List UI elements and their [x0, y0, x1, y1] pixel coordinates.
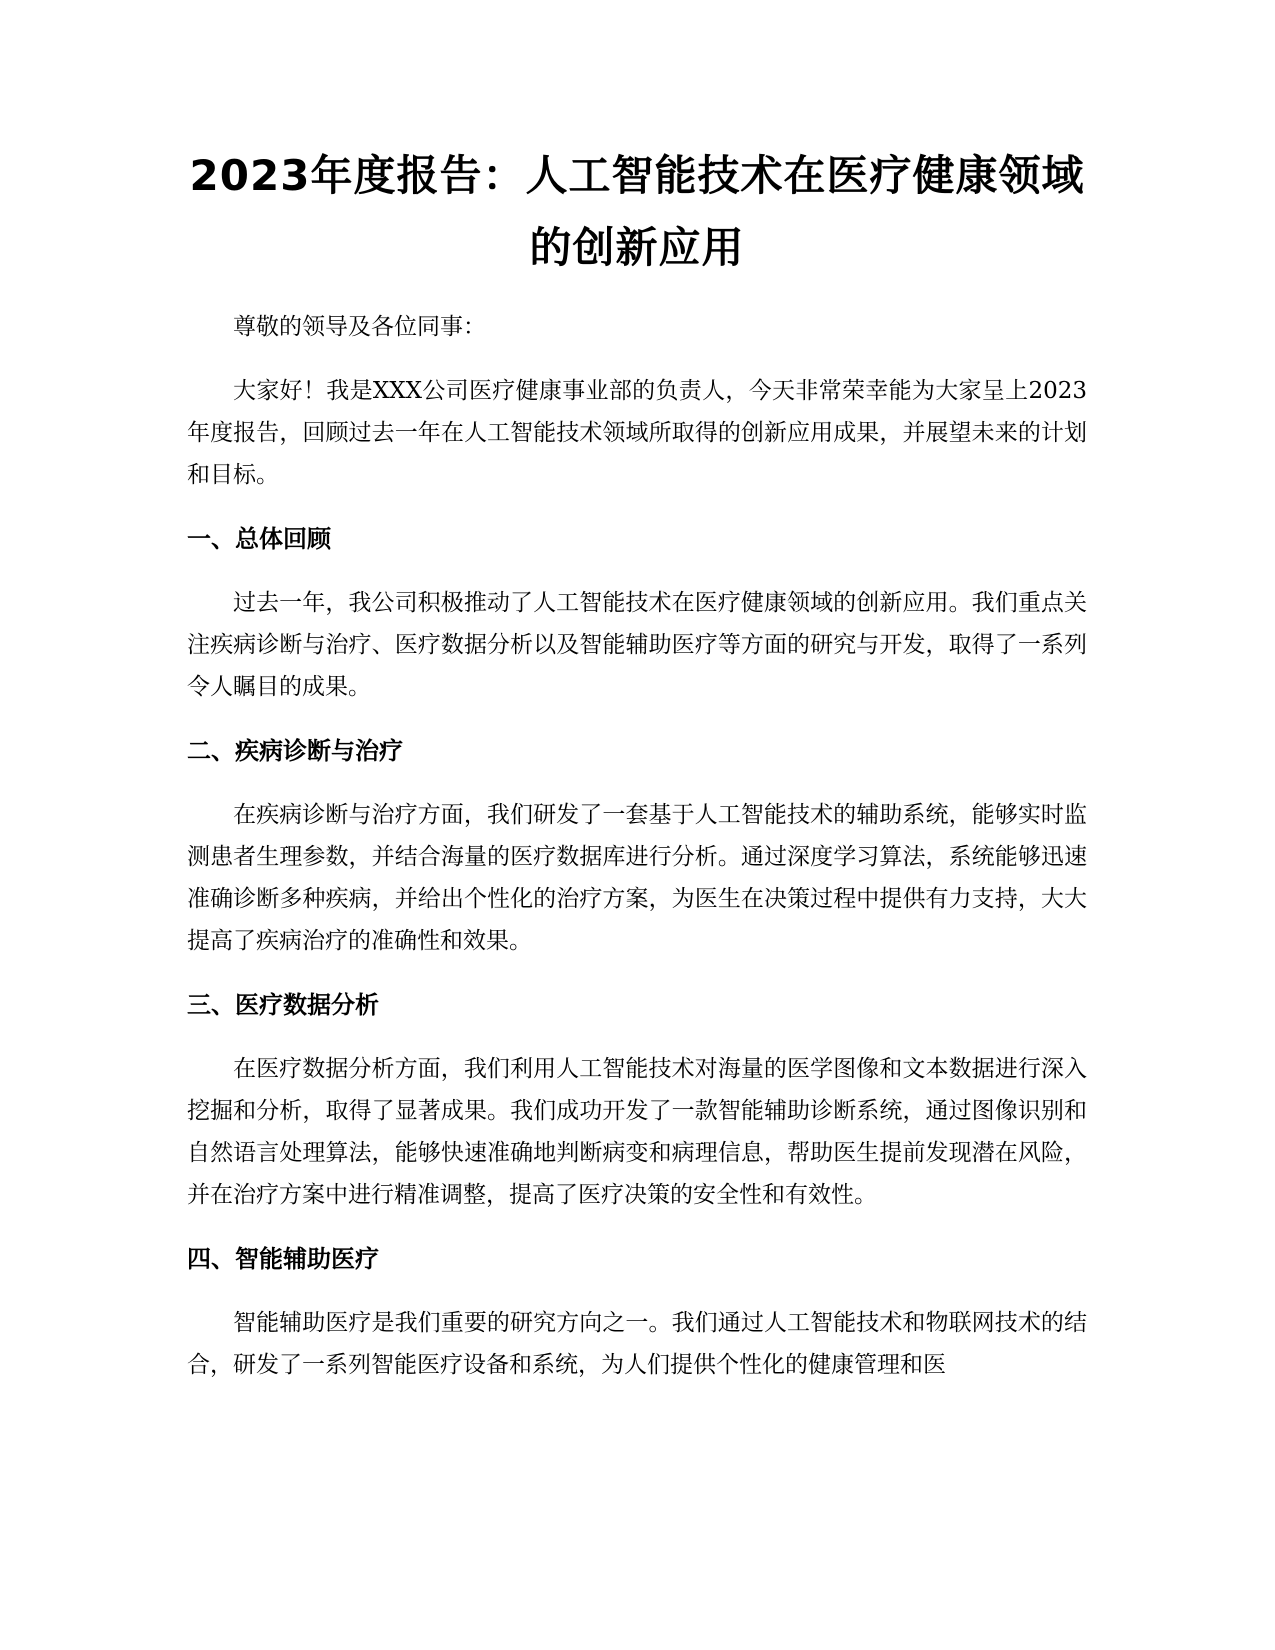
section-body-diagnosis: 在疾病诊断与治疗方面，我们研发了一套基于人工智能技术的辅助系统，能够实时监测患者生理参数，并结合海量的医疗数据库进行分析。通过深度学习算法，系统能够迅速准确诊断多种疾病，并给出个性化的治疗方案，为医生在决策过程中提供有力支持，大大提高了疾病治疗的准确性和效果。: [187, 802, 1087, 954]
intro-paragraph: 大家好！我是XXX公司医疗健康事业部的负责人，今天非常荣幸能为大家呈上2023年度报告，回顾过去一年在人工智能技术领域所取得的创新应用成果，并展望未来的计划和目标。: [187, 378, 1087, 488]
section-heading-overview: 一、总体回顾: [187, 525, 331, 553]
document-title: 2023年度报告：人工智能技术在医疗健康领域的创新应用: [189, 151, 1085, 272]
document-page: [187, 140, 1087, 1408]
section-heading-smart-assist: 四、智能辅助医疗: [187, 1245, 379, 1273]
section-body-data-analysis: 在医疗数据分析方面，我们利用人工智能技术对海量的医学图像和文本数据进行深入挖掘和分析，取得了显著成果。我们成功开发了一款智能辅助诊断系统，通过图像识别和自然语言处理算法，能够快速准确地判断病变和病理信息，帮助医生提前发现潜在风险，并在治疗方案中进行精准调整，提高了医疗决策的安全性和有效性。: [187, 1056, 1087, 1208]
section-heading-data-analysis: 三、医疗数据分析: [187, 991, 379, 1019]
greeting: 尊敬的领导及各位同事：: [233, 314, 486, 340]
section-body-overview: 过去一年，我公司积极推动了人工智能技术在医疗健康领域的创新应用。我们重点关注疾病诊断与治疗、医疗数据分析以及智能辅助医疗等方面的研究与开发，取得了一系列令人瞩目的成果。: [187, 590, 1087, 700]
section-body-smart-assist: 智能辅助医疗是我们重要的研究方向之一。我们通过人工智能技术和物联网技术的结合，研发了一系列智能医疗设备和系统，为人们提供个性化的健康管理和医: [187, 1310, 1087, 1378]
section-heading-diagnosis: 二、疾病诊断与治疗: [187, 737, 403, 765]
